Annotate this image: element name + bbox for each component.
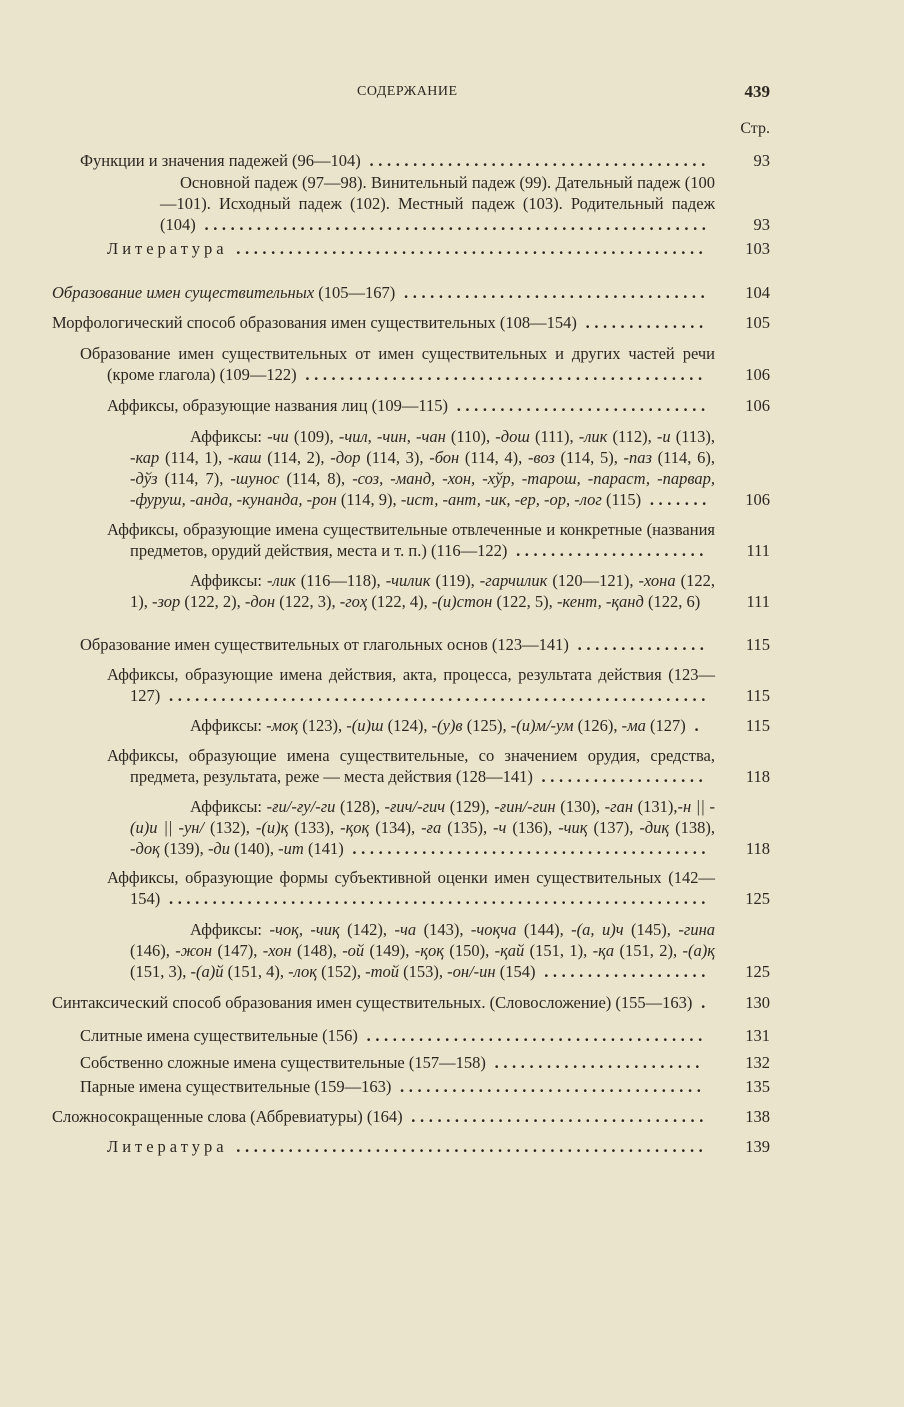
- affix-term: -чоқча: [470, 920, 517, 939]
- affix-term: -н || -(и)и || -ун/: [130, 797, 715, 837]
- dot-leader: .: [692, 993, 710, 1012]
- dot-leader: .......................................: [357, 1026, 707, 1045]
- toc-entry: [107, 664, 770, 706]
- affix-term: Образование имен существительных: [52, 283, 315, 302]
- affix-term: -(а, и)ч: [571, 920, 624, 939]
- affix-term: -ган: [604, 797, 634, 816]
- entry-text: (114, 9),: [336, 490, 401, 509]
- affix-term: -гина: [678, 920, 716, 939]
- dot-leader: ...............: [568, 635, 709, 654]
- entry-page-number: 104: [745, 283, 770, 302]
- toc-entry: [80, 1052, 770, 1073]
- table-of-contents: [0, 150, 770, 1157]
- affix-term: -лик: [578, 427, 608, 446]
- entry-text: (115): [601, 490, 642, 509]
- affix-term: -(и)стон: [431, 592, 493, 611]
- entry-text: Аффиксы:: [190, 427, 268, 446]
- toc-entry: [80, 634, 770, 655]
- toc-entry: [80, 343, 770, 385]
- entry-page-number: 106: [745, 490, 770, 509]
- entry-page-number: 115: [745, 635, 770, 654]
- entry-text: (111),: [529, 427, 579, 446]
- affix-term: -дор: [330, 448, 361, 467]
- toc-entry: [52, 282, 770, 303]
- affix-term: -ча: [394, 920, 417, 939]
- entry-text: (144),: [516, 920, 572, 939]
- affix-term: -ма: [621, 716, 646, 735]
- entry-text: (154): [495, 962, 536, 981]
- dot-leader: ........................: [485, 1053, 704, 1072]
- entry-page-number: 125: [745, 962, 770, 981]
- entry-text: (138),: [669, 818, 715, 837]
- entry-text: (141): [303, 839, 344, 858]
- dot-leader: .: [685, 716, 704, 735]
- affix-term: -дўз: [130, 469, 158, 488]
- affix-term: -ит: [278, 839, 304, 858]
- entry-text: Аффиксы, образующие имена существительные, со значением орудия, средства, предмета, результата, реже — места действия (128—141): [107, 746, 715, 786]
- dot-leader: [700, 592, 709, 611]
- affix-term: -чиқ: [558, 818, 588, 837]
- entry-page-number: 111: [746, 541, 770, 560]
- affix-term: -ғич/-гич: [384, 797, 446, 816]
- entry-text: (114, 2),: [261, 448, 331, 467]
- affix-term: -бон: [429, 448, 460, 467]
- entry-text: (109),: [288, 427, 339, 446]
- entry-page-number: 132: [745, 1053, 770, 1072]
- entry-page-number: 111: [746, 592, 770, 611]
- affix-term: -чоқ: [269, 920, 299, 939]
- entry-text: Парные имена существительные (159—163): [80, 1077, 392, 1096]
- entry-page-number: 103: [745, 239, 770, 258]
- affix-term: -доқ: [130, 839, 160, 858]
- entry-text: (122, 6): [643, 592, 701, 611]
- entry-text: (140),: [230, 839, 279, 858]
- entry-page-number: 139: [745, 1137, 770, 1156]
- toc-entry: [130, 796, 770, 859]
- entry-text: (132),: [204, 818, 256, 837]
- affix-term: -хона: [638, 571, 676, 590]
- entry-text: (143),: [416, 920, 471, 939]
- dot-leader: ......................................................: [227, 1137, 708, 1156]
- toc-entry: [80, 1025, 770, 1046]
- entry-text: (126),: [573, 716, 622, 735]
- toc-entry: [107, 238, 770, 259]
- entry-text: (123),: [298, 716, 347, 735]
- dot-leader: ..............................................................: [160, 889, 710, 908]
- affix-term: -моқ: [266, 716, 299, 735]
- affix-term: -қа: [592, 941, 615, 960]
- affix-term: -қоқ: [340, 818, 370, 837]
- entry-text: (133),: [288, 818, 341, 837]
- dot-leader: .............................: [447, 396, 710, 415]
- entry-text: ,: [298, 920, 311, 939]
- entry-text: Образование имен существительных от глагольных основ (123—141): [80, 635, 569, 654]
- affix-term: -дош: [495, 427, 530, 446]
- entry-text: Сложносокращенные слова (Аббревиатуры) (164): [52, 1107, 403, 1126]
- entry-text: Слитные имена существительные (156): [80, 1026, 358, 1045]
- affix-term: -(у)в: [431, 716, 463, 735]
- entry-page-number: 115: [745, 686, 770, 705]
- entry-text: (153),: [399, 962, 448, 981]
- entry-text: (120—121),: [547, 571, 639, 590]
- entry-page-number: 130: [745, 993, 770, 1012]
- affix-term: -жон: [175, 941, 213, 960]
- toc-entry: [52, 312, 770, 333]
- dot-leader: ..............................................: [296, 365, 707, 384]
- entry-text: (134),: [369, 818, 422, 837]
- entry-text: (151, 1),: [524, 941, 593, 960]
- dot-leader: ..............: [576, 313, 708, 332]
- entry-text: Аффиксы:: [190, 797, 267, 816]
- entry-text: (116—118),: [295, 571, 386, 590]
- affix-term: -ой: [342, 941, 365, 960]
- affix-term: -(и)қ: [255, 818, 289, 837]
- entry-text: Образование имен существительных от имен существительных и других частей речи (кроме глагола) (109—122): [80, 344, 715, 384]
- running-header: СОДЕРЖАНИЕ: [357, 84, 458, 99]
- toc-entry: [80, 150, 770, 171]
- entry-text: (125),: [462, 716, 511, 735]
- affix-term: -зор: [152, 592, 181, 611]
- affix-term: -чиқ: [310, 920, 340, 939]
- entry-text: (149),: [364, 941, 415, 960]
- dot-leader: ...................: [535, 962, 710, 981]
- affix-term: -кент, -қанд: [556, 592, 644, 611]
- dot-leader: ...................................: [391, 1077, 706, 1096]
- entry-text: (114, 1),: [159, 448, 228, 467]
- entry-page-number: 125: [745, 889, 770, 908]
- entry-text: (151, 3),: [130, 962, 191, 981]
- affix-term: -гарчилик: [479, 571, 548, 590]
- entry-text: Аффиксы, образующие имена существительные отвлеченные и конкретные (названия предметов, орудий действия, места и т. п.) (116—122): [107, 520, 715, 560]
- affix-term: -шунос: [230, 469, 280, 488]
- entry-text: (114, 8),: [279, 469, 353, 488]
- affix-term: -қай: [494, 941, 525, 960]
- dot-leader: .........................................: [343, 839, 711, 858]
- affix-term: -ист, -ант, -ик, -ер, -ор, -лог: [400, 490, 602, 509]
- entry-text: (114, 4),: [459, 448, 528, 467]
- affix-term: -лик: [267, 571, 296, 590]
- entry-text: (145),: [623, 920, 679, 939]
- dot-leader: ..............................................................: [160, 686, 710, 705]
- affix-term: -он/-ин: [447, 962, 496, 981]
- entry-text: Аффиксы, образующие формы субъективной оценки имен существительных (142—154): [107, 868, 715, 908]
- entry-text: Аффиксы:: [190, 920, 270, 939]
- dot-leader: ...................: [532, 767, 708, 786]
- entry-text: Литература: [107, 239, 228, 258]
- toc-entry: [130, 426, 770, 510]
- dot-leader: .......................................: [360, 151, 710, 170]
- entry-text: (114, 3),: [360, 448, 430, 467]
- entry-text: Литература: [107, 1137, 228, 1156]
- entry-text: ,: [367, 427, 377, 446]
- affix-term: -(и)м/-ум: [510, 716, 574, 735]
- affix-term: -диқ: [639, 818, 670, 837]
- entry-text: (113),: [670, 427, 715, 446]
- entry-text: Функции и значения падежей (96—104): [80, 151, 361, 170]
- affix-term: -хон: [262, 941, 292, 960]
- entry-text: (122, 2),: [180, 592, 245, 611]
- entry-text: (130),: [555, 797, 605, 816]
- toc-entry: [52, 992, 770, 1013]
- entry-text: (139),: [159, 839, 208, 858]
- affix-term: -кар: [130, 448, 160, 467]
- toc-entry: [130, 715, 770, 736]
- dot-leader: ..................................: [402, 1107, 708, 1126]
- affix-term: -чилик: [385, 571, 431, 590]
- entry-text: (151, 2),: [614, 941, 683, 960]
- entry-text: Аффиксы:: [190, 716, 267, 735]
- entry-page-number: 106: [745, 396, 770, 415]
- entry-page-number: 131: [745, 1026, 770, 1045]
- entry-text: (152),: [316, 962, 366, 981]
- entry-page-number: 115: [745, 716, 770, 735]
- entry-text: (114, 6),: [651, 448, 715, 467]
- entry-text: Морфологический способ образования имен существительных (108—154): [52, 313, 577, 332]
- affix-term: -чан: [415, 427, 446, 446]
- page-column-label: Стр.: [740, 120, 770, 137]
- entry-text: Собственно сложные имена существительные (157—158): [80, 1053, 486, 1072]
- entry-text: (137),: [587, 818, 640, 837]
- toc-entry: [107, 1136, 770, 1157]
- toc-entry: [80, 1076, 770, 1097]
- affix-term: -гоҳ: [339, 592, 368, 611]
- entry-text: (124),: [383, 716, 432, 735]
- entry-text: Аффиксы:: [190, 571, 268, 590]
- entry-text: (119),: [430, 571, 480, 590]
- dot-leader: ......................................................: [227, 239, 708, 258]
- entry-page-number: 93: [753, 215, 770, 234]
- affix-term: -(и)ш: [346, 716, 384, 735]
- dot-leader: ...................................: [395, 283, 710, 302]
- entry-page-number: 105: [745, 313, 770, 332]
- entry-text: ,: [406, 427, 416, 446]
- affix-term: -воз: [527, 448, 555, 467]
- entry-page-number: 118: [745, 767, 770, 786]
- entry-text: (112),: [607, 427, 657, 446]
- entry-page-number: 138: [745, 1107, 770, 1126]
- affix-term: -ғин/-гин: [494, 797, 556, 816]
- entry-text: (131),: [633, 797, 678, 816]
- toc-entry: [130, 570, 770, 612]
- entry-text: (151, 4),: [223, 962, 289, 981]
- toc-entry: [107, 519, 770, 561]
- dot-leader: ..........................................................: [195, 215, 711, 234]
- affix-term: -ғи/-ғу/-ги: [266, 797, 336, 816]
- entry-text: (136),: [506, 818, 559, 837]
- entry-page-number: 93: [753, 151, 770, 170]
- affix-term: -паз: [623, 448, 652, 467]
- entry-text: Аффиксы, образующие имена действия, акта, процесса, результата действия (123—127): [107, 665, 715, 705]
- affix-term: -(а)қ: [682, 941, 715, 960]
- affix-term: -лоқ: [288, 962, 317, 981]
- toc-entry: [130, 919, 770, 982]
- entry-text: (122, 3),: [275, 592, 340, 611]
- toc-entry: [107, 745, 770, 787]
- affix-term: -соз, -манд, -хон, -хўр, -тарош, -параст, -парвар, -фуруш, -анда, -кунанда, -рон: [130, 469, 715, 509]
- affix-term: -чил: [338, 427, 368, 446]
- affix-term: -чи: [267, 427, 289, 446]
- entry-text: Основной падеж (97—98). Винительный падеж (99). Дательный падеж (100—101). Исходный падеж (102). Местный падеж (103). Родительный падеж (104): [160, 173, 715, 234]
- entry-text: (105—167): [314, 283, 396, 302]
- entry-text: (150),: [443, 941, 495, 960]
- entry-text: Синтаксический способ образования имен существительных. (Словосложение) (155—163): [52, 993, 693, 1012]
- affix-term: -дон: [244, 592, 276, 611]
- affix-term: -ч: [493, 818, 507, 837]
- dot-leader: .......: [641, 490, 711, 509]
- affix-term: -ди: [207, 839, 231, 858]
- entry-text: (114, 5),: [554, 448, 624, 467]
- toc-entry: [107, 395, 770, 416]
- affix-term: -қоқ: [414, 941, 444, 960]
- toc-entry: [160, 172, 770, 235]
- entry-text: (142),: [339, 920, 395, 939]
- toc-entry: [52, 1106, 770, 1127]
- entry-text: (127): [645, 716, 686, 735]
- entry-text: (135),: [441, 818, 494, 837]
- entry-text: (148),: [291, 941, 343, 960]
- entry-text: (146),: [130, 941, 176, 960]
- entry-text: (122, 4),: [367, 592, 432, 611]
- affix-term: -той: [365, 962, 400, 981]
- entry-text: (122, 1),: [130, 571, 715, 611]
- entry-text: (122, 5),: [492, 592, 557, 611]
- entry-text: (114, 7),: [157, 469, 231, 488]
- affix-term: -чин: [376, 427, 407, 446]
- affix-term: -(а)й: [190, 962, 224, 981]
- dot-leader: ......................: [507, 541, 709, 560]
- entry-text: (110),: [445, 427, 496, 446]
- page-number: 439: [744, 82, 770, 101]
- entry-text: (129),: [445, 797, 495, 816]
- entry-text: (128),: [335, 797, 385, 816]
- entry-page-number: 106: [745, 365, 770, 384]
- entry-text: (147),: [212, 941, 263, 960]
- toc-entry: [107, 867, 770, 909]
- affix-term: -и: [656, 427, 671, 446]
- entry-page-number: 135: [745, 1077, 770, 1096]
- entry-text: Аффиксы, образующие названия лиц (109—115): [107, 396, 448, 415]
- affix-term: -ға: [421, 818, 442, 837]
- affix-term: -каш: [228, 448, 262, 467]
- entry-page-number: 118: [745, 839, 770, 858]
